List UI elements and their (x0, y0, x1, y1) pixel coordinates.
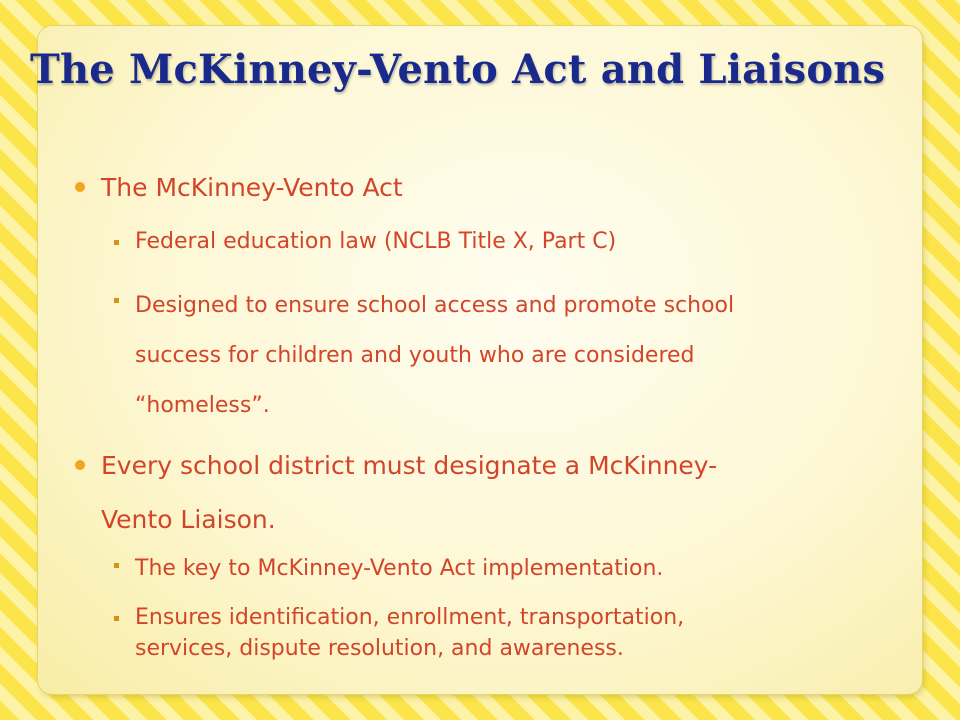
sub-bullet-1-2-line-1: Designed to ensure school access and promote school (135, 293, 735, 318)
bullet-1-text: The McKinney-Vento Act (101, 173, 403, 202)
bullet-dot-icon (75, 460, 85, 470)
bullet-dot-icon (75, 182, 85, 192)
sub-bullet-1-2-line-3: “homeless”. (135, 393, 270, 418)
sub-bullet-1-2-line-2: success for children and youth who are considered (135, 343, 695, 368)
sub-bullet-square-icon (114, 240, 119, 245)
sub-bullet-2-2-line-1: Ensures identification, enrollment, transportation, (135, 605, 685, 630)
sub-bullet-2-1-text: The key to McKinney-Vento Act implementation. (135, 556, 664, 581)
bullet-2-line-1: Every school district must designate a McKinney- (101, 451, 718, 480)
sub-bullet-square-icon (114, 563, 119, 568)
slide-title: The McKinney-Vento Act and Liaisons (30, 46, 886, 93)
sub-bullet-square-icon (114, 616, 119, 621)
sub-bullet-1-1-text: Federal education law (NCLB Title X, Part C) (135, 229, 617, 254)
sub-bullet-2-2-line-2: services, dispute resolution, and awareness. (135, 636, 624, 661)
bullet-2-line-2: Vento Liaison. (101, 505, 276, 534)
sub-bullet-square-icon (114, 298, 119, 303)
